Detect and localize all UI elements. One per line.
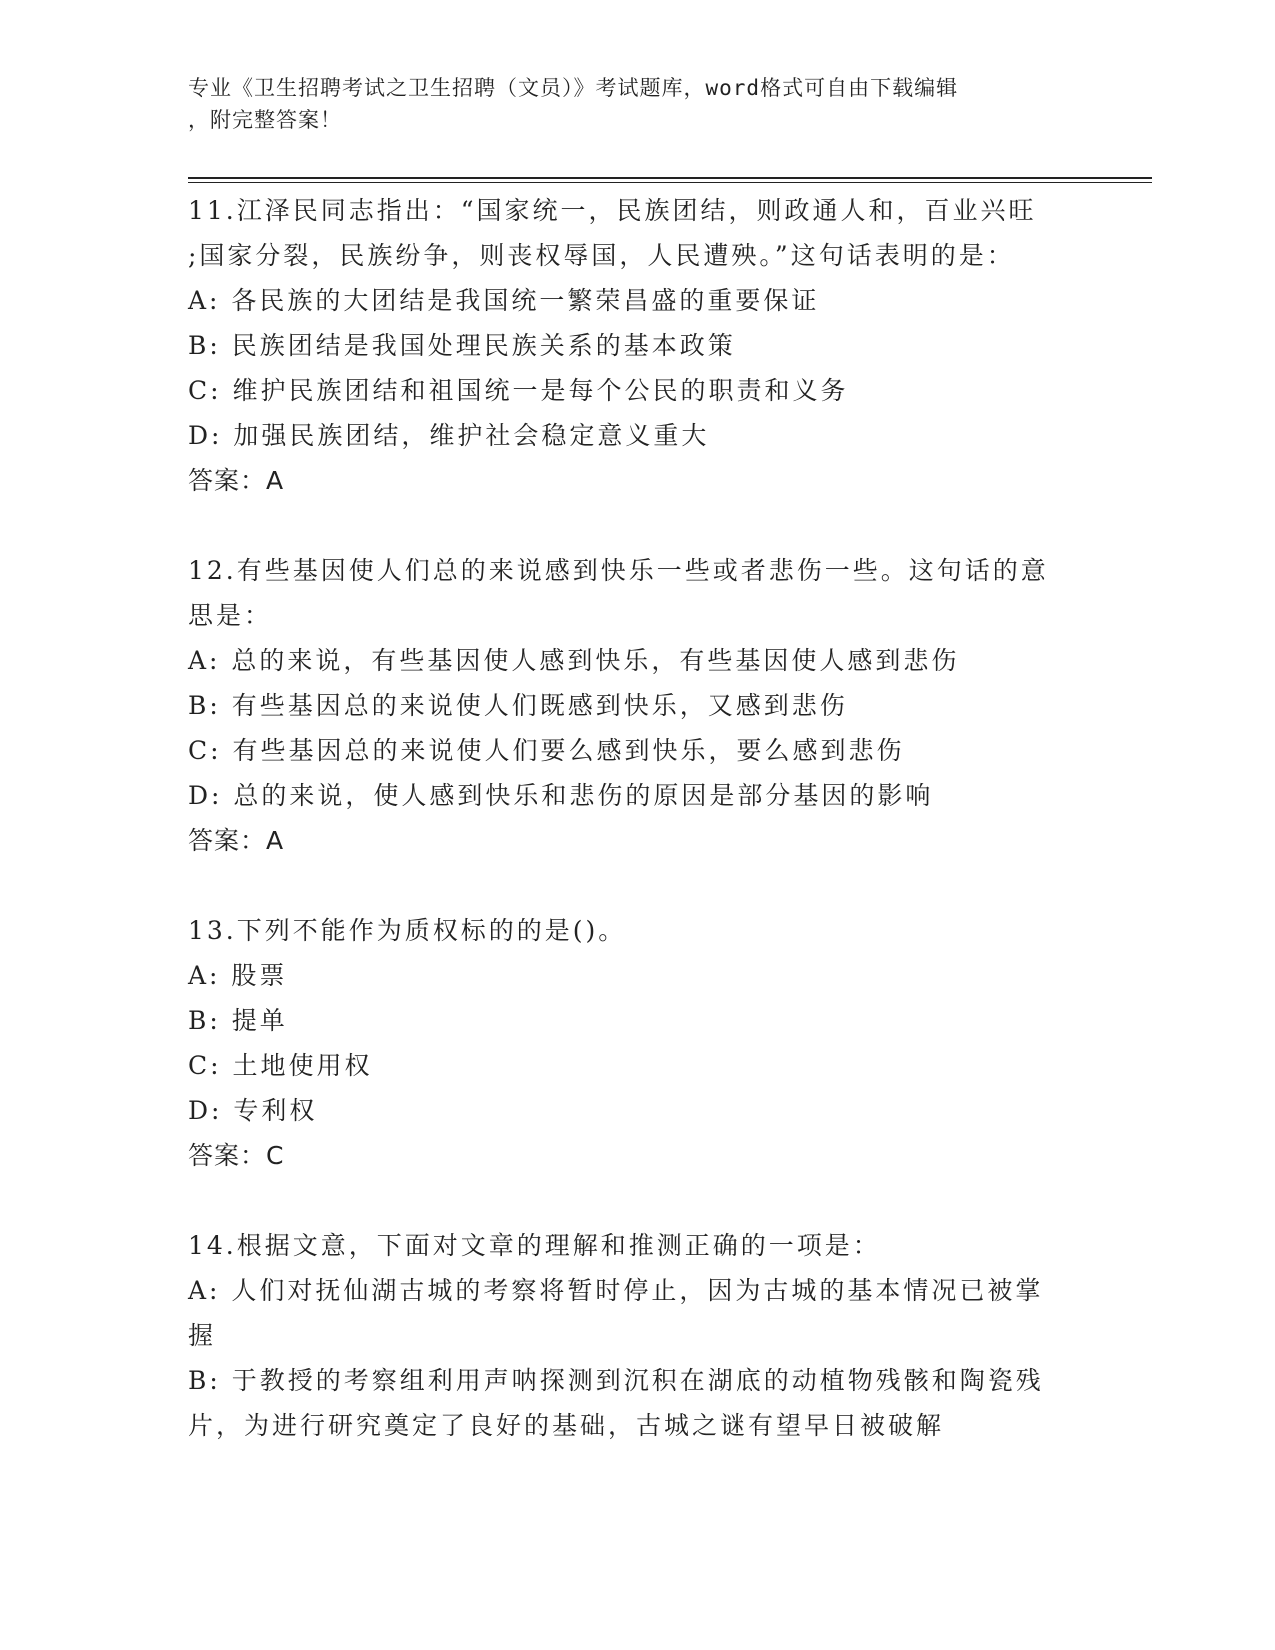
option-b-cont: 片，为进行研究奠定了良好的基础，古城之谜有望早日被破解 [188, 1411, 945, 1440]
option-b: B: 提单 [188, 1006, 288, 1035]
option-c: C: 土地使用权 [188, 1051, 373, 1080]
option-d: D: 总的来说，使人感到快乐和悲伤的原因是部分基因的影响 [188, 781, 934, 810]
header-rule-thick [188, 177, 1152, 179]
option-a-cont: 握 [188, 1321, 217, 1350]
option-d: D: 加强民族团结，维护社会稳定意义重大 [188, 421, 710, 450]
answer-line: 答案：A [188, 466, 285, 495]
question-list [188, 188, 1088, 1493]
question-12 [188, 548, 1088, 863]
question-11 [188, 188, 1088, 503]
question-stem: ;国家分裂，民族纷争，则丧权辱国，人民遭殃。”这句话表明的是： [188, 241, 1015, 270]
option-b: B: 于教授的考察组利用声呐探测到沉积在湖底的动植物残骸和陶瓷残 [188, 1366, 1044, 1395]
header-line-1: 专业《卫生招聘考试之卫生招聘（文员）》考试题库，word格式可自由下载编辑 [188, 76, 959, 100]
answer-line: 答案：C [188, 1141, 285, 1170]
option-a: A: 各民族的大团结是我国统一繁荣昌盛的重要保证 [188, 286, 820, 315]
question-14 [188, 1223, 1088, 1448]
option-c: C: 有些基因总的来说使人们要么感到快乐，要么感到悲伤 [188, 736, 905, 765]
page-header [188, 72, 1088, 136]
option-b: B: 有些基因总的来说使人们既感到快乐，又感到悲伤 [188, 691, 848, 720]
header-line-2: ，附完整答案！ [188, 108, 342, 132]
question-stem: 13.下列不能作为质权标的的是()。 [188, 916, 627, 945]
question-13 [188, 908, 1088, 1178]
question-stem: 思是： [188, 601, 273, 630]
option-a: A: 人们对抚仙湖古城的考察将暂时停止，因为古城的基本情况已被掌 [188, 1276, 1044, 1305]
answer-line: 答案：A [188, 826, 285, 855]
question-stem: 12.有些基因使人们总的来说感到快乐一些或者悲伤一些。这句话的意 [188, 556, 1049, 585]
question-stem: 14.根据文意，下面对文章的理解和推测正确的一项是： [188, 1231, 881, 1260]
question-stem: 11.江泽民同志指出：“国家统一，民族团结，则政通人和，百业兴旺 [188, 196, 1037, 225]
option-b: B: 民族团结是我国处理民族关系的基本政策 [188, 331, 736, 360]
option-c: C: 维护民族团结和祖国统一是每个公民的职责和义务 [188, 376, 849, 405]
option-a: A: 股票 [188, 961, 288, 990]
option-a: A: 总的来说，有些基因使人感到快乐，有些基因使人感到悲伤 [188, 646, 960, 675]
header-rule-thin [188, 182, 1152, 183]
option-d: D: 专利权 [188, 1096, 318, 1125]
